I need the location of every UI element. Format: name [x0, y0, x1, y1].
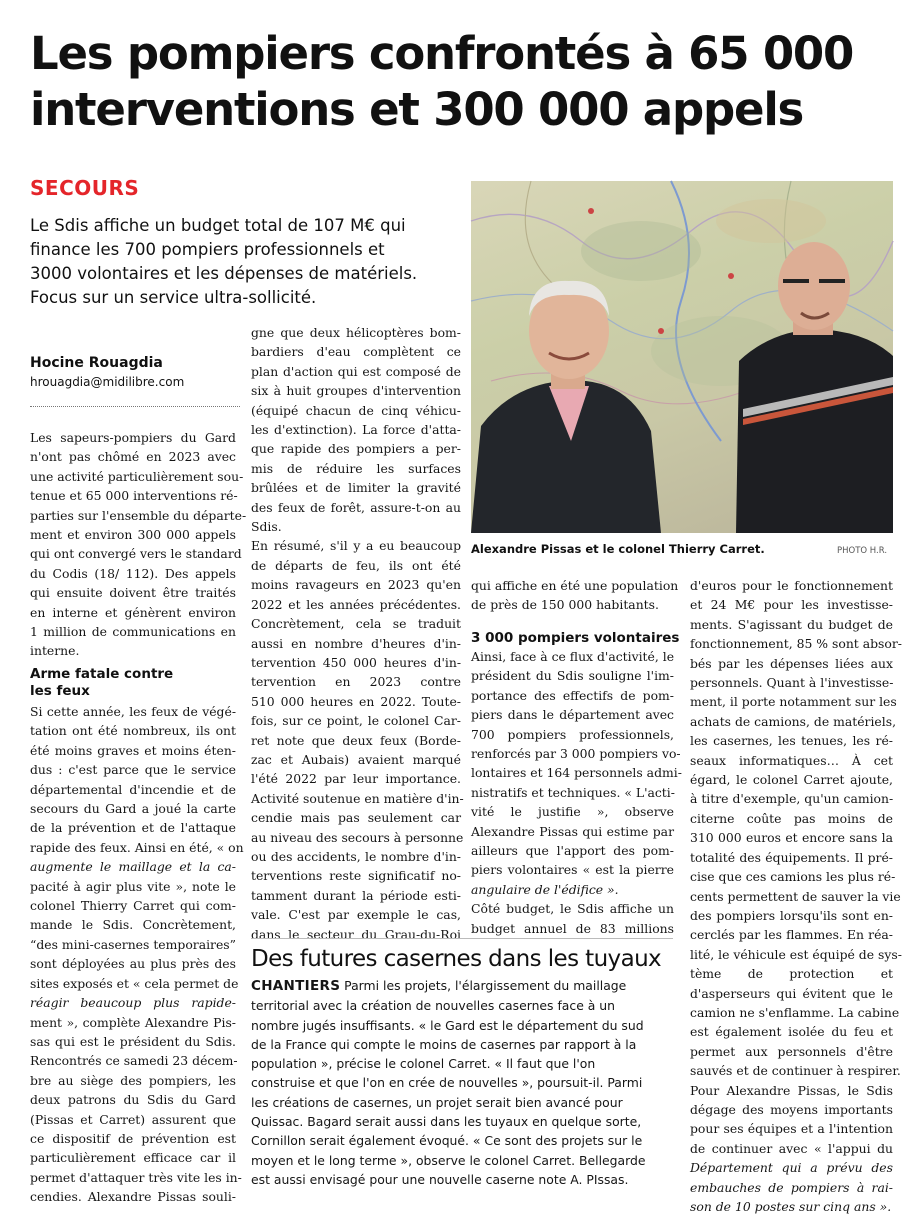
text-line: lité, le véhicule est équipé de sys-: [690, 946, 902, 962]
text-line: embauches de pompiers à rai-: [690, 1179, 893, 1195]
text-line: ment et environ 300 000 appels: [30, 527, 236, 543]
headline: [30, 26, 900, 138]
text-line: construise et que l'on en crée de nouvelles », poursuit-il. Parmi: [251, 1075, 643, 1091]
text-line: bardiers d'eau complètent ce: [251, 344, 461, 360]
text-line: brûlées et de limiter la gravité: [251, 480, 461, 496]
text-line: cents permettent de sauver la vie: [690, 888, 901, 904]
text-line: 510 000 heures en 2022. Toute-: [251, 693, 461, 709]
text-line: En résumé, s'il y a eu beaucoup: [251, 538, 461, 554]
text-line: seaux informatiques… À cet: [690, 752, 893, 768]
text-line: deux patrons du Sdis du Gard: [30, 1092, 236, 1108]
text-line: Quissac. Bagard serait aussi dans les tuyaux en quelque sorte,: [251, 1114, 642, 1130]
text-line: sites exposés et « cela permet de: [30, 975, 239, 991]
text-line: cendies. Alexandre Pissas souli-: [30, 1189, 236, 1205]
text-line: portance des effectifs de pom-: [471, 687, 674, 703]
subhead-pompiers-volontaires: 3 000 pompiers volontaires: [471, 630, 680, 646]
text-line: fois, sur ce point, le colonel Car-: [251, 713, 461, 729]
text-line: président du Sdis souligne l'im-: [471, 668, 674, 684]
text-line: sauvés et de continuer à respirer.: [690, 1063, 901, 1079]
text-line: secours du Gard a joué la carte: [30, 801, 236, 817]
text-line: “des mini-casernes temporaires”: [30, 936, 236, 952]
text-line: réagir beaucoup plus rapide-: [30, 995, 236, 1011]
text-line: de continuer avec « l'appui du: [690, 1140, 893, 1156]
text-line: 2022 et les années précédentes.: [251, 596, 461, 612]
article-column-2: [251, 323, 464, 944]
text-line: terventions reste significatif no-: [251, 868, 461, 884]
text-line: gne que deux hélicoptères bom-: [251, 325, 461, 340]
text-line: qui ont convergé vers le standard: [30, 546, 242, 562]
text-line: une activité particulièrement sou-: [30, 468, 244, 484]
text-line: Sdis.: [251, 519, 282, 535]
text-line: achats de camions, de matériels,: [690, 713, 897, 729]
text-line: l'été 2022 par leur importance.: [251, 771, 461, 787]
headline-line-1: Les pompiers confrontés à 65 000: [30, 27, 854, 80]
text-line: en interne et génèrent environ: [30, 604, 236, 620]
article-column-3-part-2: [471, 647, 682, 938]
text-line: les d'extinction). La force d'atta-: [251, 422, 461, 438]
box-first-line: [251, 976, 673, 996]
article-column-4: [690, 576, 902, 1216]
text-line: Les sapeurs-pompiers du Gard: [30, 430, 236, 445]
text-line: augmente le maillage et la ca-: [30, 859, 236, 875]
photo-credit: PHOTO H.R.: [837, 546, 888, 556]
text-line: dans le secteur du Grau-du-Roi: [251, 926, 461, 942]
text-line: que rapide des pompiers a per-: [251, 441, 461, 457]
text-line: de la prévention et de l'attaque: [30, 820, 236, 836]
text-line: tervention en 2023 contre: [251, 674, 461, 690]
text-line: tenue et 65 000 interventions ré-: [30, 488, 238, 504]
article-photo: [471, 181, 893, 533]
lead-line: Focus sur un service ultra-sollicité.: [30, 288, 317, 307]
text-line: Concrètement, cela se traduit: [251, 616, 461, 632]
photo-illustration: [471, 181, 893, 533]
text-line: permet d'attaquer très vite les in-: [30, 1169, 242, 1185]
text-line: été moins graves et moins éten-: [30, 742, 236, 758]
portrait-thierry-carret: [736, 242, 893, 533]
text-line: tamment durant la période esti-: [251, 887, 461, 903]
text-line: permet aux personnels d'être: [690, 1043, 893, 1059]
text-line: tation ont été nombreux, ils ont: [30, 723, 236, 739]
text-line: nistratifs et techniques. « L'acti-: [471, 784, 675, 800]
author-divider: [30, 406, 240, 407]
text-line: départemental d'incendie et de: [30, 781, 236, 797]
section-kicker: SECOURS: [30, 176, 140, 200]
text-line: lontaires et 164 personnels admi-: [471, 765, 682, 781]
article-column-1: [30, 428, 247, 661]
lead-line: Le Sdis affiche un budget total de 107 M€ qui: [30, 216, 406, 235]
lead-line: 3000 volontaires et les dépenses de matériels.: [30, 264, 418, 283]
text-line: ment », complète Alexandre Pis-: [30, 1014, 236, 1030]
box-body: [251, 976, 673, 1189]
text-line: dégage des moyens importants: [690, 1101, 893, 1117]
text-line: les casernes, les tenues, les ré-: [690, 733, 893, 749]
author-email[interactable]: hrouagdia@midilibre.com: [30, 375, 185, 389]
text-line: Côté budget, le Sdis affiche un: [471, 901, 674, 917]
text-line: (équipé chacun de cinq véhicu-: [251, 402, 461, 418]
text-line: Si cette année, les feux de végé-: [30, 704, 236, 719]
text-line: pour ses équipes et a l'intention: [690, 1121, 893, 1137]
text-line: territorial avec la création de nouvelles casernes face à un: [251, 998, 616, 1014]
author-name: Hocine Rouagdia: [30, 355, 163, 371]
text-line: sont déployées au plus près des: [30, 956, 236, 972]
text-line: plan d'action qui est composé de: [251, 363, 461, 379]
text-line: et 24 M€ pour les investisse-: [690, 597, 893, 613]
text-line: ment, il porte notamment sur les: [690, 694, 897, 710]
text-line: angulaire de l'édifice ».: [471, 881, 619, 897]
text-line: d'asperseurs qui évitent que le: [690, 985, 893, 1001]
text-line: n'ont pas chômé en 2023 avec: [30, 449, 236, 465]
photo-caption: Alexandre Pissas et le colonel Thierry Carret.: [471, 542, 765, 556]
text-line: 310 000 euros et encore sans la: [690, 830, 893, 846]
text-line: ce dispositif de prévention est: [30, 1130, 236, 1146]
text-line: pacité à agir plus vite », note le: [30, 878, 236, 894]
lead-paragraph: [30, 214, 470, 310]
author-byline: [30, 354, 184, 390]
text-line: des pompiers lorsqu'ils sont en-: [690, 907, 893, 923]
text-line: est également isolée du feu et: [690, 1024, 893, 1040]
text-line: fonctionnement, 85 % sont absor-: [690, 636, 902, 652]
box-top-rule: [251, 938, 673, 939]
text-line: 1 million de communications en: [30, 624, 236, 640]
text-line: mis de réduire les surfaces: [251, 460, 461, 476]
text-line: égard, le colonel Carret ajoute,: [690, 772, 893, 788]
box-first-line-text: Parmi les projets, l'élargissement du maillage: [340, 978, 627, 993]
text-line: qui ensuite doivent être traités: [30, 585, 236, 601]
text-line: Activité soutenue en matière d'in-: [251, 790, 464, 806]
text-line: Rencontrés ce samedi 23 décem-: [30, 1053, 238, 1069]
text-line: (Pissas et Carret) assurent que: [30, 1111, 236, 1127]
text-line: Département qui a prévu des: [690, 1160, 893, 1176]
text-line: tème de protection et: [690, 966, 893, 982]
text-line: dus : c'est parce que le service: [30, 762, 236, 778]
text-line: tervention 450 000 heures d'in-: [251, 654, 461, 670]
text-line: parties sur l'ensemble du départe-: [30, 507, 247, 523]
article-column-3: [471, 576, 679, 615]
text-line: renforcés par 3 000 pompiers vo-: [471, 746, 681, 762]
text-line: bre au siège des pompiers, les: [30, 1072, 236, 1088]
text-line: son de 10 postes sur cinq ans ».: [690, 1199, 892, 1214]
text-line: personnels. Quant à l'investisse-: [690, 675, 894, 691]
text-line: Cornillon serait également évoqué. « Ce sont des projets sur le: [251, 1133, 643, 1149]
text-line: est aussi envisagé pour une nouvelle caserne note A. PIssas.: [251, 1171, 629, 1187]
text-line: du Codis (18/ 112). Des appels: [30, 565, 236, 581]
text-line: six à huit groupes d'intervention: [251, 383, 461, 399]
text-line: ailleurs que l'apport des pom-: [471, 843, 674, 859]
text-line: de départs de feu, ils ont été: [251, 557, 461, 573]
text-line: ret note que deux feux (Borde-: [251, 732, 461, 748]
text-line: de la France qui compte le moins de casernes par rapport à la: [251, 1036, 637, 1052]
text-line: cendie mais pas seulement car: [251, 810, 461, 826]
subhead-arme-fatale: [30, 666, 173, 700]
text-line: 700 pompiers professionnels,: [471, 726, 674, 742]
text-line: rapide des feux. Ainsi en été, « on: [30, 839, 244, 855]
text-line: cerclés par les flammes. En réa-: [690, 927, 893, 943]
box-label: CHANTIERS: [251, 978, 341, 994]
box-title: Des futures casernes dans les tuyaux: [251, 946, 662, 972]
text-line: population », précise le colonel Carret. « Il faut que l'on: [251, 1056, 596, 1072]
subhead-line: Arme fatale contre: [30, 666, 174, 682]
text-line: vité le justifie », observe: [471, 804, 674, 820]
article-column-1-part-2: [30, 702, 244, 1207]
text-line: vale. C'est par exemple le cas,: [251, 907, 461, 923]
text-line: qui affiche en été une population: [471, 578, 679, 593]
text-line: camion ne s'enflamme. La cabine: [690, 1004, 900, 1020]
text-line: bés par les dépenses liées aux: [690, 655, 893, 671]
portrait-alexandre-pissas: [471, 281, 661, 533]
text-line: Pour Alexandre Pissas, le Sdis: [690, 1082, 893, 1098]
text-line: à titre d'exemple, qu'un camion-: [690, 791, 894, 807]
text-line: des feux de forêt, assure-t-on au: [251, 499, 461, 515]
text-line: mande le Sdis. Concrètement,: [30, 917, 236, 933]
text-line: piers dans le département avec: [471, 707, 674, 723]
text-line: Alexandre Pissas qui estime par: [471, 823, 674, 839]
text-line: aussi en nombre d'heures d'in-: [251, 635, 461, 651]
text-line: particulièrement efficace car il: [30, 1150, 236, 1166]
text-line: de près de 150 000 habitants.: [471, 597, 659, 613]
text-line: sas qui est le président du Sdis.: [30, 1033, 236, 1049]
text-line: Ainsi, face à ce flux d'activité, le: [471, 649, 675, 664]
text-line: nombre jugés insuffisants. « le Gard est le département du sud: [251, 1017, 644, 1033]
text-line: au niveau des secours à personne: [251, 829, 464, 845]
text-line: ou des accidents, le nombre d'in-: [251, 848, 461, 864]
text-line: interne.: [30, 643, 80, 659]
text-line: citerne coûte pas moins de: [690, 810, 893, 826]
text-line: moins ravageurs en 2023 qu'en: [251, 577, 461, 593]
text-line: cise que ces camions les plus ré-: [690, 869, 896, 885]
text-line: piers volontaires « est la pierre: [471, 862, 674, 878]
text-line: zac et Aubais) avaient marqué: [251, 751, 461, 767]
text-line: colonel Thierry Carret qui com-: [30, 898, 236, 914]
text-line: moyen et le long terme », observe le colonel Carret. Bellegarde: [251, 1152, 646, 1168]
text-line: les créations de casernes, un projet serait bien avancé pour: [251, 1094, 623, 1110]
headline-line-2: interventions et 300 000 appels: [30, 83, 804, 136]
text-line: totalité des équipements. Il pré-: [690, 849, 893, 865]
text-line: d'euros pour le fonctionnement: [690, 578, 893, 593]
text-line: ments. S'agissant du budget de: [690, 616, 893, 632]
lead-line: finance les 700 pompiers professionnels et: [30, 240, 385, 259]
text-line: budget annuel de 83 millions: [471, 920, 674, 936]
subhead-line: les feux: [30, 683, 90, 699]
